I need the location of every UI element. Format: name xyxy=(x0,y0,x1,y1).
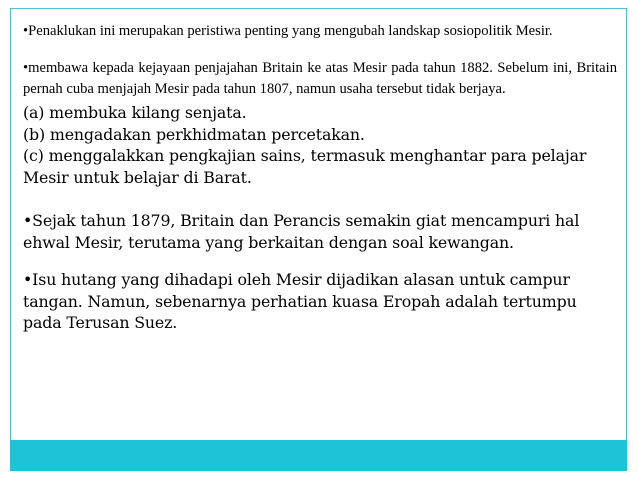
paragraph-interference xyxy=(23,210,617,253)
paragraph-british-colonization: •membawa kepada kejayaan penjajahan Britain ke atas Mesir pada tahun 1882. Sebelum ini, Britain pernah cuba menjajah Mesir pada tahun 1807, namun usaha tersebut tidak berjaya. xyxy=(23,60,617,97)
reform-item-a: (a) membuka kilang senjata. xyxy=(23,103,247,122)
reform-item-b: (b) mengadakan perkhidmatan percetakan. xyxy=(23,124,365,144)
paragraph-interference-line2: ehwal Mesir, terutama yang berkaitan dengan soal kewangan. xyxy=(23,232,514,252)
slide-footer-bar xyxy=(10,440,627,471)
slide-content xyxy=(23,21,617,334)
reform-item-c-line1: (c) menggalakkan pengkajian sains, termasuk menghantar para pelajar xyxy=(23,146,587,165)
paragraph-debt-issue-line3: pada Terusan Suez. xyxy=(23,313,178,332)
paragraph-conquest: •Penaklukan ini merupakan peristiwa penting yang mengubah landskap sosiopolitik Mesir. xyxy=(23,23,553,39)
paragraph-interference-line1: •Sejak tahun 1879, Britain dan Perancis semakin giat mencampuri hal xyxy=(23,211,580,230)
reform-list xyxy=(23,102,617,188)
reform-item-c-line2: Mesir untuk belajar di Barat. xyxy=(23,167,252,187)
paragraph-debt-issue xyxy=(23,269,617,334)
paragraph-debt-issue-line2: tangan. Namun, sebenarnya perhatian kuasa Eropah adalah tertumpu xyxy=(23,291,577,311)
slide-frame xyxy=(10,8,627,442)
paragraph-debt-issue-line1: •Isu hutang yang dihadapi oleh Mesir dijadikan alasan untuk campur xyxy=(23,270,570,289)
